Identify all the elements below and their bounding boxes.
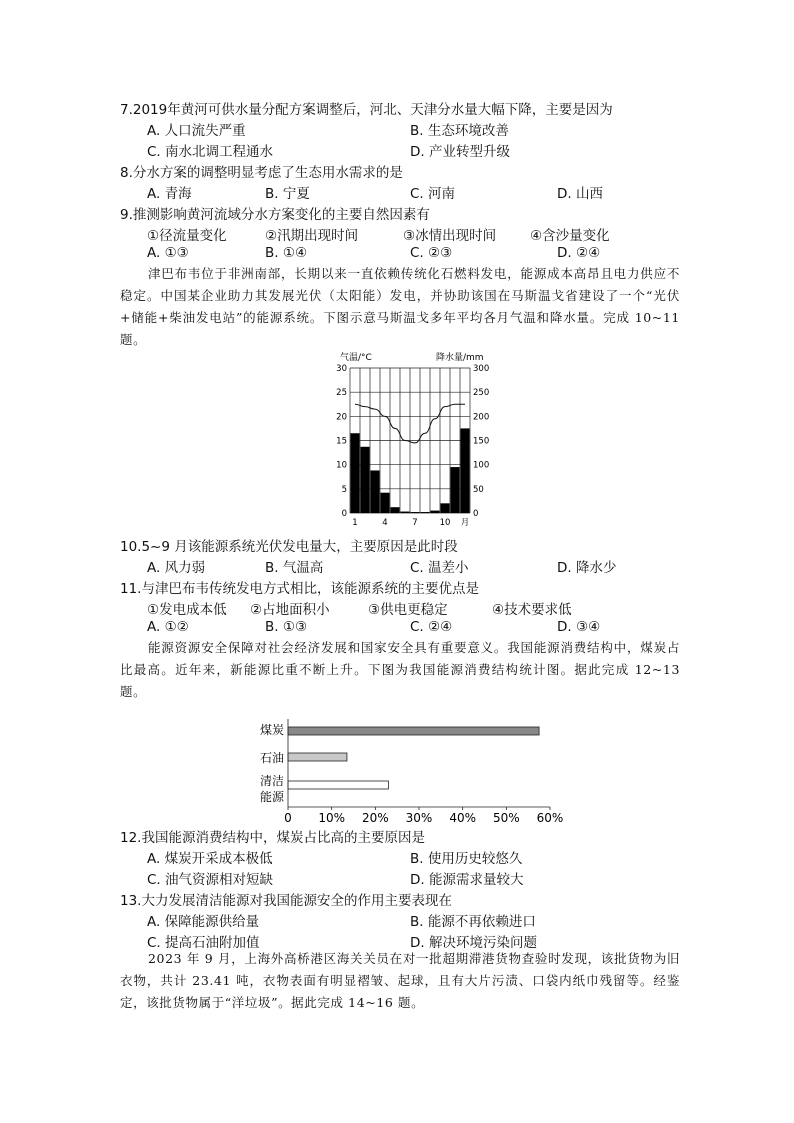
passage-waste: 2023 年 9 月，上海外高桥港区海关关员在对一批超期滞港货物查验时发现，该批货物为旧衣物，共计 23.41 吨，衣物表面有明显褶皱、起球，且有大片污渍、口袋内纸巾残留等。经鉴定，该批货物属于“洋垃圾”。据此完成 14~16 题。 [120, 951, 680, 1010]
q11-option-d: D. ③④ [557, 619, 601, 635]
q11-option-c: C. ②④ [410, 619, 453, 635]
q11-item-3: ③供电更稳定 [368, 602, 448, 618]
q7-option-b: B. 生态环境改善 [410, 123, 509, 139]
q11-option-a: A. ①② [147, 619, 189, 635]
q9-item-1: ①径流量变化 [147, 228, 227, 244]
passage-energy: 能源资源安全保障对社会经济发展和国家安全具有重要意义。我国能源消费结构中，煤炭占比最高。近年来，新能源比重不断上升。下图为我国能源消费结构统计图。据此完成 12~13 题。 [120, 640, 680, 699]
month-tick-label: 1 [352, 518, 358, 528]
q12-option-a: A. 煤炭开采成本极低 [147, 851, 273, 867]
q8-stem: 8.分水方案的调整明显考虑了生态用水需求的是 [120, 165, 403, 181]
q10-option-a: A. 风力弱 [147, 560, 206, 576]
label-clean: 清洁 [259, 774, 284, 788]
q9-option-b: B. ①④ [265, 245, 308, 261]
bar-coal [288, 727, 539, 735]
label-energy: 能源 [259, 790, 284, 804]
precip-tick-label: 100 [473, 460, 490, 471]
q13-option-d: D. 解决环境污染问题 [410, 935, 537, 951]
q12-option-b: B. 使用历史较悠久 [410, 851, 523, 867]
q13-stem: 13.大力发展清洁能源对我国能源安全的作用主要表现在 [120, 893, 452, 909]
x-tick-label: 40% [449, 811, 477, 823]
q8-option-a: A. 青海 [147, 186, 192, 202]
q9-item-3: ③冰情出现时间 [403, 228, 497, 244]
precip-tick-label: 150 [473, 436, 490, 447]
q9-stem: 9.推测影响黄河流域分水方案变化的主要自然因素有 [120, 207, 430, 223]
q9-item-4: ④含沙量变化 [530, 228, 610, 244]
temp-tick-label: 15 [336, 436, 347, 447]
bar-oil [288, 753, 347, 761]
q11-option-b: B. ①③ [265, 619, 308, 635]
precip-bar-2 [361, 447, 370, 513]
x-tick-label: 50% [492, 811, 520, 823]
q9-option-a: A. ①③ [147, 245, 189, 261]
q12-option-c: C. 油气资源相对短缺 [147, 872, 274, 888]
precip-bar-4 [381, 493, 390, 513]
month-tick-label: 4 [382, 518, 388, 528]
temp-tick-label: 10 [336, 460, 347, 471]
q10-option-d: D. 降水少 [557, 560, 617, 576]
precip-tick-label: 300 [473, 364, 490, 374]
month-tick-label: 月 [460, 518, 470, 528]
precip-bar-3 [371, 470, 380, 513]
precip-bar-11 [451, 467, 460, 513]
climate-chart [330, 348, 490, 530]
temp-tick-label: 0 [341, 509, 347, 519]
temp-tick-label: 5 [341, 484, 347, 495]
q8-option-d: D. 山西 [557, 186, 603, 202]
precip-bar-8 [421, 512, 430, 513]
month-tick-label: 7 [412, 518, 418, 528]
precip-bar-9 [431, 511, 440, 513]
q13-option-b: B. 能源不再依赖进口 [410, 914, 536, 930]
q10-option-c: C. 温差小 [410, 560, 469, 576]
label-oil: 石油 [259, 751, 284, 765]
q11-item-1: ①发电成本低 [147, 602, 227, 618]
precip-bar-12 [461, 428, 470, 513]
precip-bar-10 [441, 503, 450, 513]
q11-item-4: ④技术要求低 [492, 602, 572, 618]
precip-bar-6 [401, 512, 410, 513]
q7-option-d: D. 产业转型升级 [410, 144, 510, 160]
q7-option-a: A. 人口流失严重 [147, 123, 246, 139]
q12-stem: 12.我国能源消费结构中，煤炭占比高的主要原因是 [120, 830, 425, 846]
q11-stem: 11.与津巴布韦传统发电方式相比，该能源系统的主要优点是 [120, 581, 479, 597]
month-tick-label: 10 [439, 518, 451, 528]
precip-bar-1 [351, 433, 360, 513]
q10-option-b: B. 气温高 [265, 560, 324, 576]
temp-tick-label: 30 [336, 364, 347, 374]
label-coal: 煤炭 [259, 723, 284, 737]
temp-tick-label: 25 [336, 388, 347, 399]
q8-option-b: B. 宁夏 [265, 186, 310, 202]
passage-zimbabwe: 津巴布韦位于非洲南部，长期以来一直依赖传统化石燃料发电，能源成本高昂且电力供应不稳定。中国某企业助力其发展光伏（太阳能）发电，并协助该国在马斯温戈省建设了一个“光伏+储能+柴油发电站”的能源系统。下图示意马斯温戈多年平均各月气温和降水量。完成 10~11 题。 [120, 266, 680, 347]
q9-option-d: D. ②④ [557, 245, 601, 261]
x-tick-label: 10% [318, 811, 346, 823]
q11-item-2: ②占地面积小 [250, 602, 330, 618]
precip-tick-label: 200 [473, 412, 490, 423]
x-tick-label: 30% [405, 811, 433, 823]
precip-tick-label: 0 [473, 509, 479, 519]
x-tick-label: 0 [284, 811, 292, 823]
energy-chart [250, 715, 570, 823]
q7-stem: 7.2019年黄河可供水量分配方案调整后，河北、天津分水量大幅下降，主要是因为 [120, 102, 613, 118]
q12-option-d: D. 能源需求量较大 [410, 872, 524, 888]
q8-option-c: C. 河南 [410, 186, 456, 202]
temperature-axis-label: 气温/°C [340, 353, 372, 363]
precip-bar-7 [411, 512, 420, 513]
precip-tick-label: 50 [473, 484, 484, 495]
q9-option-c: C. ②③ [410, 245, 453, 261]
x-tick-label: 20% [361, 811, 389, 823]
q9-item-2: ②汛期出现时间 [265, 228, 359, 244]
q10-stem: 10.5~9 月该能源系统光伏发电量大，主要原因是此时段 [120, 539, 458, 555]
precip-tick-label: 250 [473, 388, 490, 399]
q13-option-a: A. 保障能源供给量 [147, 914, 260, 930]
precip-bar-5 [391, 507, 400, 513]
x-tick-label: 60% [536, 811, 564, 823]
q7-option-c: C. 南水北调工程通水 [147, 144, 274, 160]
bar-clean-energy [288, 781, 388, 789]
q13-option-c: C. 提高石油附加值 [147, 935, 260, 951]
temp-tick-label: 20 [336, 412, 347, 423]
precipitation-axis-label: 降水量/mm [436, 353, 484, 363]
